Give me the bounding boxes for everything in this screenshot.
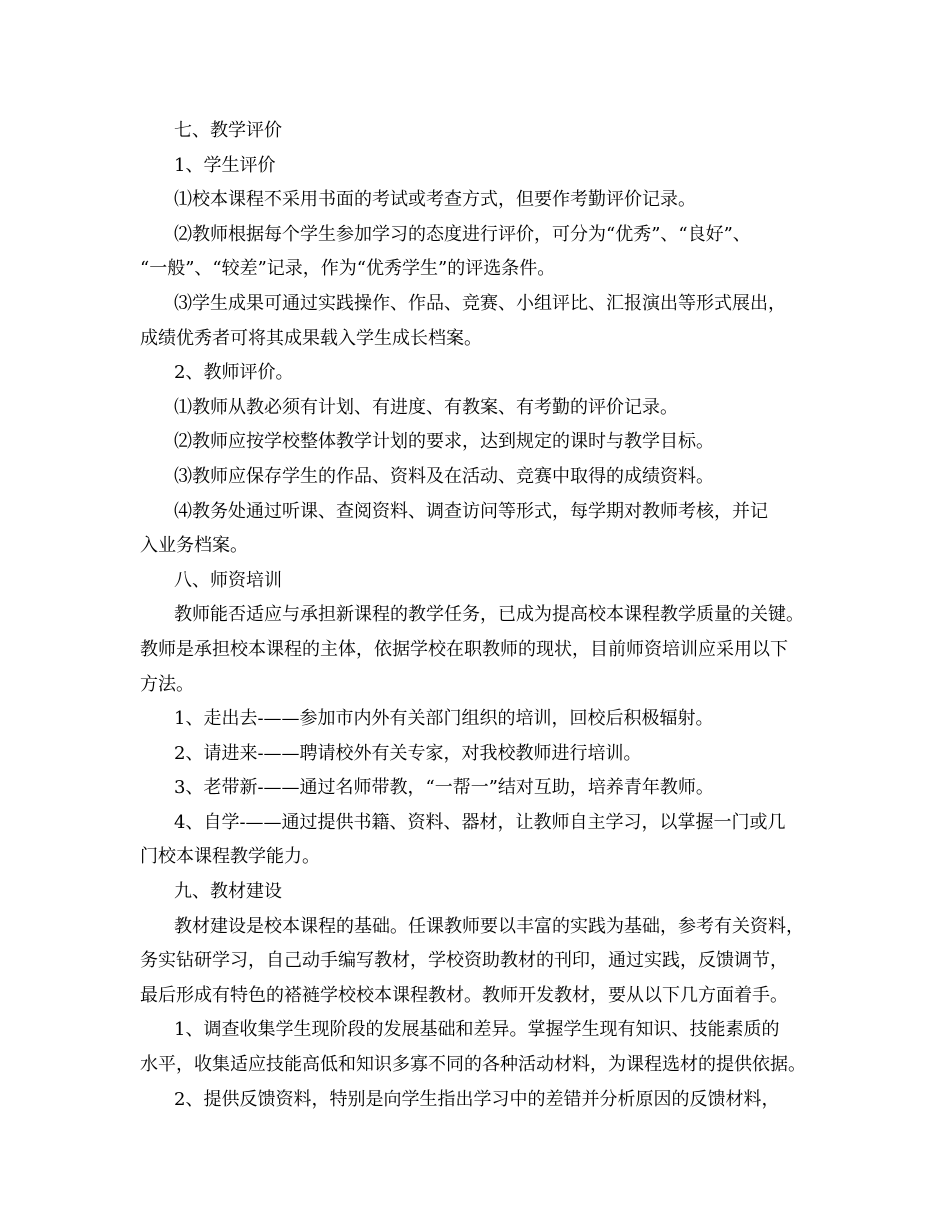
section-heading-textbook-construction: 九、教材建设 — [174, 881, 282, 903]
paragraph-line: “一般”、“较差”记录，作为“优秀学生”的评选条件。 — [140, 258, 556, 280]
paragraph-line: ⑶学生成果可通过实践操作、作品、竞赛、小组评比、汇报演出等形式展出， — [174, 292, 786, 314]
paragraph-line: 门校本课程教学能力。 — [140, 846, 320, 868]
paragraph-line: 3、老带新-——通过名师带教，“一帮一”结对互助，培养青年教师。 — [174, 777, 714, 799]
paragraph-line: 4、自学-——通过提供书籍、资料、器材，让教师自主学习，以掌握一门或几 — [174, 811, 786, 833]
paragraph-line: 2、提供反馈资料，特别是向学生指出学习中的差错并分析原因的反馈材料， — [174, 1088, 780, 1110]
paragraph-line: 入业务档案。 — [140, 535, 248, 557]
subheading-student-evaluation: 1、学生评价 — [174, 154, 276, 176]
paragraph-line: 水平，收集适应技能高低和知识多寡不同的各种活动材料，为课程选材的提供依据。 — [140, 1054, 806, 1076]
paragraph-line: 教师能否适应与承担新课程的教学任务，已成为提高校本课程教学质量的关键。 — [174, 604, 804, 626]
paragraph-line: 1、走出去-——参加市内外有关部门组织的培训，回校后积极辐射。 — [174, 708, 714, 730]
paragraph-line: ⑶教师应保存学生的作品、资料及在活动、竞赛中取得的成绩资料。 — [174, 465, 714, 487]
paragraph-line: ⑴校本课程不采用书面的考试或考查方式，但要作考勤评价记录。 — [174, 189, 696, 211]
document-body — [140, 114, 812, 1117]
paragraph-line: ⑵教师应按学校整体教学计划的要求，达到规定的课时与教学目标。 — [174, 431, 714, 453]
section-heading-teacher-training: 八、师资培训 — [174, 569, 282, 591]
subheading-teacher-evaluation: 2、教师评价。 — [174, 362, 294, 384]
paragraph-line: 成绩优秀者可将其成果载入学生成长档案。 — [140, 327, 482, 349]
paragraph-line: 2、请进来-——聘请校外有关专家，对我校教师进行培训。 — [174, 742, 642, 764]
paragraph-line: 最后形成有特色的褡裢学校校本课程教材。教师开发教材，要从以下几方面着手。 — [140, 984, 788, 1006]
paragraph-line: 务实钻研学习，自己动手编写教材，学校资助教材的刊印，通过实践，反馈调节， — [140, 950, 788, 972]
paragraph-line: ⑴教师从教必须有计划、有进度、有教案、有考勤的评价记录。 — [174, 396, 678, 418]
paragraph-line: 教师是承担校本课程的主体，依据学校在职教师的现状，目前师资培训应采用以下 — [140, 638, 788, 660]
paragraph-line: 1、调查收集学生现阶段的发展基础和差异。掌握学生现有知识、技能素质的 — [174, 1019, 780, 1041]
paragraph-line: ⑵教师根据每个学生参加学习的态度进行评价，可分为“优秀”、“良好”、 — [174, 223, 751, 245]
paragraph-line: 方法。 — [140, 673, 194, 695]
section-heading-teaching-evaluation: 七、教学评价 — [174, 120, 282, 141]
paragraph-line: ⑷教务处通过听课、查阅资料、调查访问等形式，每学期对教师考核，并记 — [174, 500, 768, 522]
paragraph-line: 教材建设是校本课程的基础。任课教师要以丰富的实践为基础，参考有关资料， — [174, 915, 804, 937]
